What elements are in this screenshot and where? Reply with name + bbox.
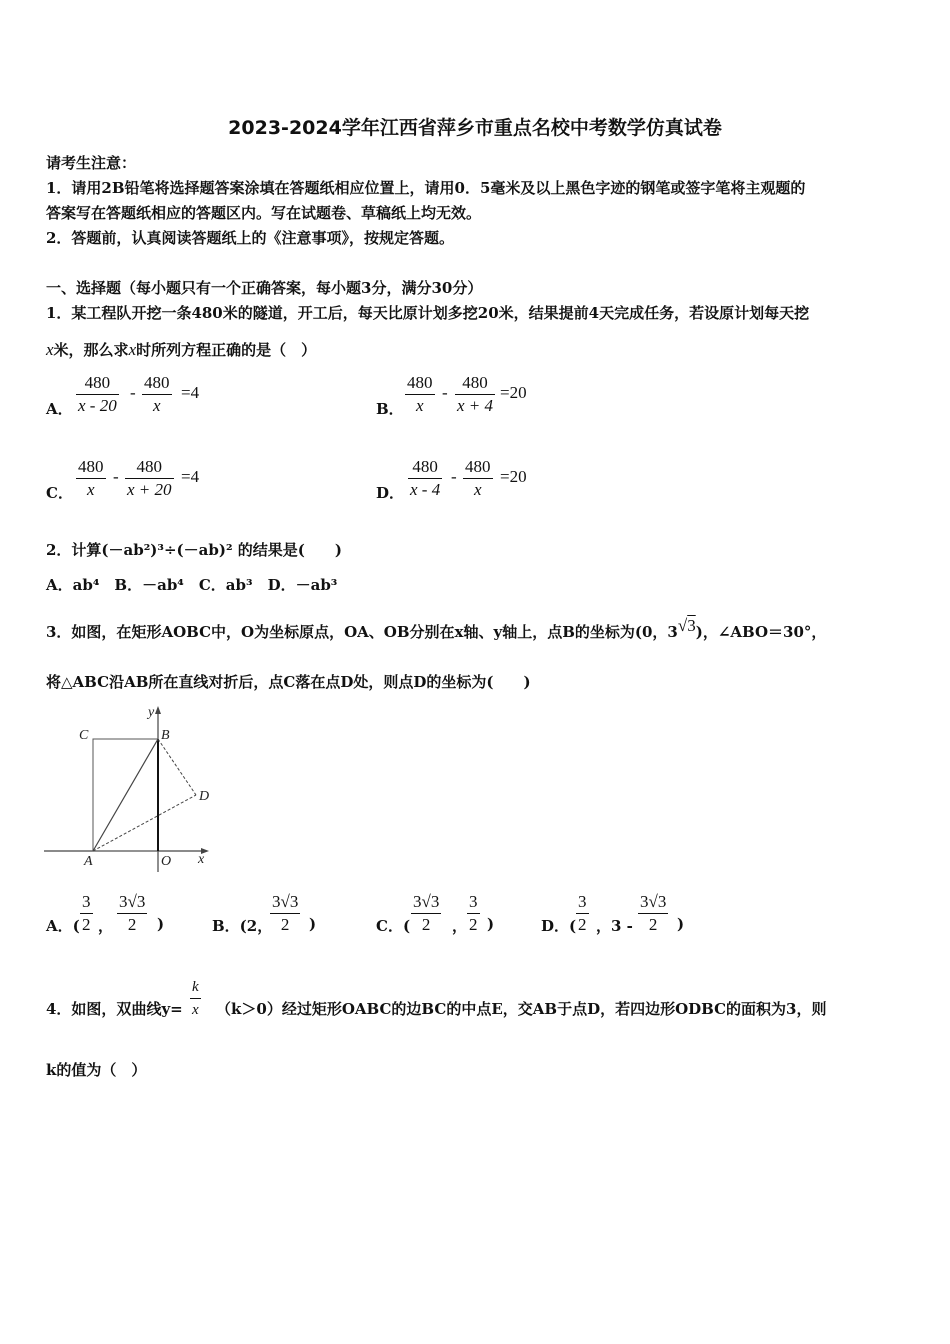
q3-d-frac2: $\frac{3√3}{2}$	[640, 892, 667, 934]
q3-option-a-label: A．(	[46, 917, 80, 935]
q1-d-frac2: $\frac{480}{x}$	[465, 457, 491, 499]
q1-a-frac2: $\frac{480}{x}$	[144, 373, 170, 415]
label-x: x	[198, 852, 205, 867]
notice-line-1a: 1．请用2B铅笔将选择题答案涂填在答题纸相应位置上，请用0．5毫米及以上黑色字迹的钢笔或签字笔将主观题的	[46, 179, 806, 197]
q1-option-d-label: D．	[376, 484, 405, 502]
q3-stem-line2: 将△ABC沿AB所在直线对折后，点C落在点D处，则点D的坐标为( )	[46, 673, 531, 691]
q3-d-frac1: $\frac{3}{2}$	[578, 892, 587, 934]
segment-bd	[158, 739, 196, 795]
q1-option-a-label: A．	[46, 400, 73, 418]
section-heading: 一、选择题（每小题只有一个正确答案，每小题3分，满分30分）	[46, 279, 483, 297]
q3-option-b-label: B．(2，	[212, 917, 273, 935]
q3-figure	[44, 700, 224, 875]
q1-option-c-label: C．	[46, 484, 73, 502]
q1-var-x: x	[46, 340, 54, 359]
q3-a-frac1: $\frac{3}{2}$	[82, 892, 91, 934]
q4-stem-b: （k＞0）经过矩形OABC的边BC的中点E，交AB于点D，若四边形ODBC的面积为3，则	[216, 1000, 827, 1018]
q3-option-d-label: D．(	[541, 917, 577, 935]
label-c: C	[79, 728, 89, 743]
y-axis-arrow	[155, 706, 161, 714]
label-o: O	[161, 854, 172, 869]
q1-d-frac1: $\frac{480}{x - 4}$	[410, 457, 441, 499]
label-d: D	[199, 789, 210, 804]
page-title: 2023-2024学年江西省萍乡市重点名校中考数学仿真试卷	[228, 117, 722, 139]
q3-c-frac1: $\frac{3√3}{2}$	[413, 892, 440, 934]
q4-k-frac: $\frac{k}{x}$	[190, 976, 201, 1021]
notice-heading: 请考生注意：	[46, 154, 137, 172]
q1-a-frac1: $\frac{480}{x - 20}$	[78, 373, 117, 415]
q1-c-frac1: $\frac{480}{x}$	[78, 457, 104, 499]
q1-b-frac2: $\frac{480}{x + 4}$	[457, 373, 494, 415]
label-y: y	[148, 705, 155, 720]
segment-ab	[93, 739, 158, 851]
q4-stem-c: k的值为（ ）	[46, 1061, 147, 1079]
q1-stem-line1: 1．某工程队开挖一条480米的隧道，开工后，每天比原计划多挖20米，结果提前4天完成任务，若设原计划每天挖	[46, 304, 810, 322]
q1-b-frac1: $\frac{480}{x}$	[407, 373, 433, 415]
segment-ad	[93, 795, 196, 851]
q3-a-frac2: $\frac{3√3}{2}$	[119, 892, 146, 934]
q1-stem-line2: x米，那么求x时所列方程正确的是（ ）	[46, 340, 317, 359]
q3-option-c-label: C．(	[376, 917, 411, 935]
label-b: B	[161, 728, 170, 743]
q3-stem-line1: 3．如图，在矩形AOBC中，O为坐标原点，OA、OB分别在x轴、y轴上，点B的坐标为(0，3√3)，∠ABO＝30°，	[46, 616, 827, 641]
notice-line-2: 2．答题前，认真阅读答题纸上的《注意事项》，按规定答题。	[46, 229, 454, 247]
q2-stem: 2．计算(－ab²)³÷(－ab)² 的结果是( )	[46, 541, 342, 559]
q2-options: A．ab⁴ B．－ab⁴ C．ab³ D．－ab³	[46, 576, 338, 594]
notice-line-1b: 答案写在答题纸相应的答题区内。写在试题卷、草稿纸上均无效。	[46, 204, 482, 222]
label-a: A	[84, 854, 93, 869]
q3-c-frac2: $\frac{3}{2}$	[469, 892, 478, 934]
q4-stem-a: 4．如图，双曲线y=	[46, 1000, 183, 1018]
q3-b-frac1: $\frac{3√3}{2}$	[272, 892, 299, 934]
q1-option-b-label: B．	[376, 400, 404, 418]
q1-c-frac2: $\frac{480}{x + 20}$	[127, 457, 172, 499]
q1-var-x2: x	[128, 340, 137, 359]
